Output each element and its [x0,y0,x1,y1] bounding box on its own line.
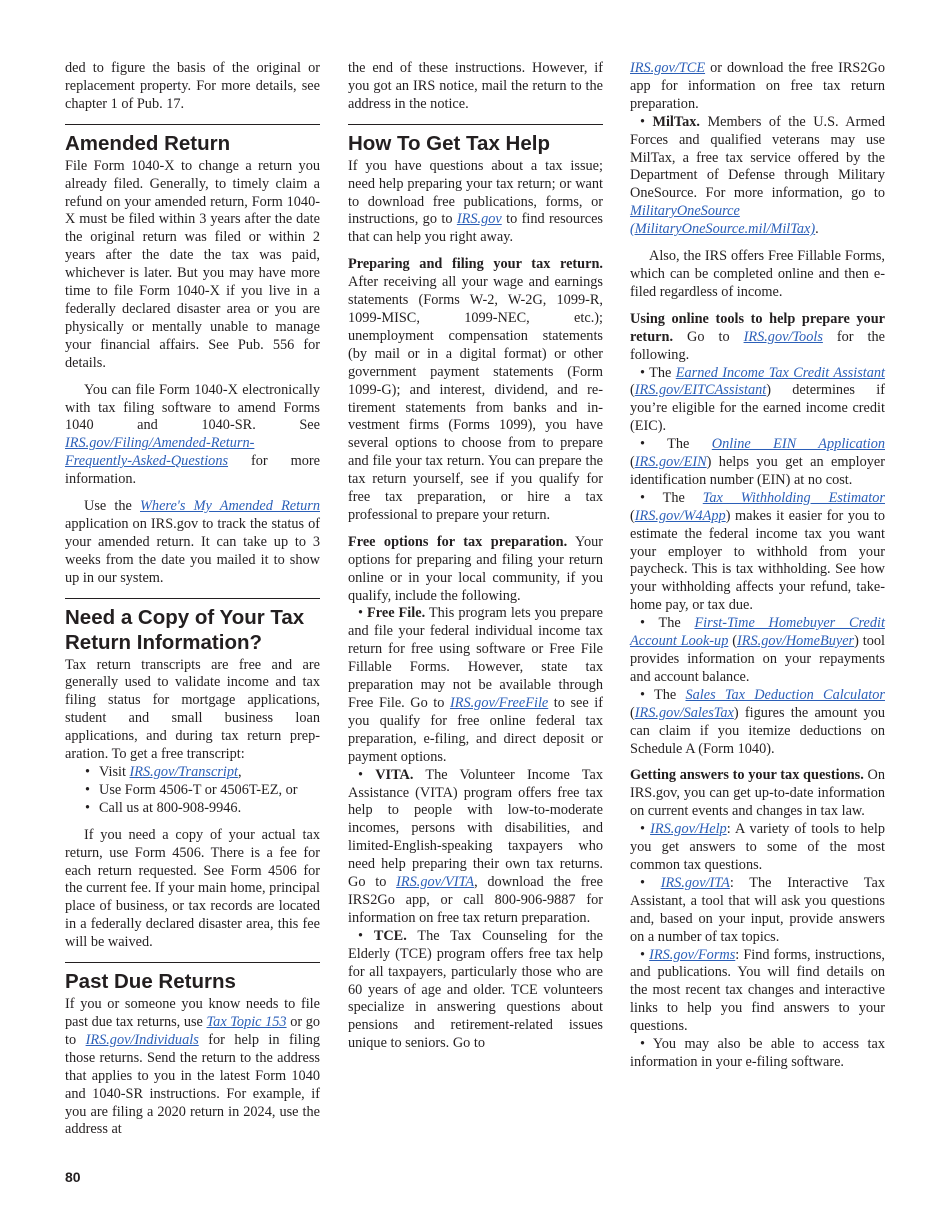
free-file-item: • Free File. This program lets you prepare and file your federal individual income tax return for free using software or Free File Fillable Forms. However, state tax preparation may not be available through Free File. Go to IRS.gov/FreeFile to see if you qualify for free online federal tax preparation, e-filing, and direct deposit or payment options. [348,605,604,765]
list-item: • Use Form 4506-T or 4506T-EZ, or [65,782,320,800]
link-sales-tax-calculator[interactable]: Sales Tax Deduction Calculator [685,686,885,703]
section-divider [65,962,320,963]
link-free-file[interactable]: IRS.gov/FreeFile [449,695,549,711]
column-left [65,60,320,1148]
column-right [630,60,885,1072]
miltax-item: • MilTax. Members of the U.S. Armed Forces and qualified veterans may use MilTax, a free tax service offered by the Department of Defense through Military OneSource. For more information, go to MilitaryOneSource (MilitaryOneSource.mil/MilTax). [630,113,885,238]
intro-paragraph: ded to figure the basis of the original or replacement property. For more details, see chapter 1 of Pub. 17. [65,60,320,112]
column-middle [348,60,603,1053]
link-irs-help[interactable]: IRS.gov/Help [650,821,727,838]
link-irs-tools[interactable]: IRS.gov/Tools [743,328,823,345]
forms-item: • IRS.gov/Forms: Find forms, instructions, and publications. You will find details on the most recent tax changes and interactive links to help you find answers to your questions. [630,946,885,1035]
heading-tax-help: How To Get Tax Help [348,131,550,155]
free-options-paragraph: Free options for tax preparation. Your options for preparing and filing your return online or in your local community, if you qualify, include the following. [348,533,604,604]
eitc-item: • The Earned Income Tax Credit Assistant (IRS.gov/EITCAssistant) determines if you’re eligible for the earned income credit (EIC). [630,364,885,435]
heading-past-due-returns: Past Due Returns [65,970,236,994]
link-eitc-assistant[interactable]: Earned Income Tax Credit Assistant [675,364,885,381]
answers-paragraph: Getting answers to your tax questions. On IRS.gov, you can get up-to-date information on current events and changes in tax law. [630,767,885,820]
section-divider [348,124,603,125]
link-ein-url[interactable]: IRS.gov/EIN [634,454,707,471]
help-item: • IRS.gov/Help: A variety of tools to help you get answers to some of the most common tax questions. [630,821,885,873]
link-homebuyer-url[interactable]: IRS.gov/HomeBuyer [737,633,855,650]
link-transcript[interactable]: IRS.gov/Transcript [129,764,238,780]
pastdue-paragraph: If you or someone you know needs to file past due tax returns, use Tax Topic 153 or go to IRS.gov/Individuals for help in filing those returns. Send the return to the address that applies to you in the latest Form 1040 and 1040-SR instructions. For example, if you are filing a 2020 return in 2024, use the address at [65,996,321,1138]
online-tools-paragraph: Using online tools to help prepare your return. Go to IRS.gov/Tools for the following. [630,310,885,363]
link-wheres-my-amended-return[interactable]: Where's My Amended Return [140,498,320,515]
section-divider [65,124,320,125]
link-w4app-url[interactable]: IRS.gov/W4App [634,507,726,524]
copy-paragraph-1: Tax return transcripts are free and are generally used to validate income and tax filing status for mortgage applications, student and small business loan applications, and during tax return preparation. To get a free transcript: [65,656,320,763]
link-homebuyer-lookup[interactable]: First-Time Homebuyer Credit Account Look-up [630,615,885,650]
homebuyer-item: • The First-Time Homebuyer Credit Account Look-up (IRS.gov/HomeBuyer) tool provides information on your repayments and account balance. [630,615,885,685]
salestax-item: • The Sales Tax Deduction Calculator (IRS.gov/SalesTax) figures the amount you can claim if you itemize deductions on Schedule A (Form 1040). [630,686,885,757]
ein-item: • The Online EIN Application (IRS.gov/EIN) helps you get an employer identification number (EIN) at no cost. [630,436,885,488]
heading-copy-of-return: Need a Copy of Your Tax Return Information? [65,605,305,654]
amended-paragraph-2: You can file Form 1040-X electronically with tax filing software to amend Forms 1040 and 1040-SR. See IRS.gov/Filing/Amended-Return-Frequently-Asked-Questions for more information. [65,381,320,488]
ita-item: • IRS.gov/ITA: The Interactive Tax Assistant, a tool that will ask you questions and, based on your input, provide answers on a number of tax topics. [630,874,885,945]
link-online-ein[interactable]: Online EIN Application [711,436,885,453]
link-withholding-estimator[interactable]: Tax Withholding Estimator [702,489,885,506]
preparing-paragraph: Preparing and filing your tax return. After receiving all your wage and earnings statements (Forms W-2, W-2G, 1099-R, 1099-MISC, 1099-NEC, etc.); unemployment compensation statements (by mail or in a digital format) or other government payment statements (Form 1099-G); and interest, dividend, and retirement statements from banks and investment firms (Forms 1099), you have several options to choose from to prepare and file your tax return. You can prepare the tax return yourself, see if you qualify for free tax preparation, or hire a tax professional to prepare your return. [348,256,603,523]
taxhelp-paragraph-1: If you have questions about a tax issue; need help preparing your tax return; or want to download free publications, forms, or instructions, go to IRS.gov to find resources that can help you right away. [348,157,603,246]
link-tax-topic-153[interactable]: Tax Topic 153 [206,1013,287,1030]
vita-item: • VITA. The Volunteer Income Tax Assistance (VITA) program offers free tax help to people with low-to-moderate incomes, persons with disabilities, and limited-English-speaking taxpayers who need help preparing their own tax returns. Go to IRS.gov/VITA, download the free IRS2Go app, or call 800-906-9887 for information on free tax return preparation. [348,766,603,926]
transcript-list [65,764,320,818]
link-military-onesource[interactable]: MilitaryOneSource (MilitaryOneSource.mil/MilTax) [630,203,816,238]
tce-item: • TCE. The Tax Counseling for the Elderly (TCE) program offers free tax help for all taxpayers, particularly those who are 60 years of age and older. TCE volunteers specialize in answering questions about pensions and retirement-related issues unique to seniors. Go to [348,927,603,1052]
link-tce[interactable]: IRS.gov/TCE [630,60,706,76]
list-item: • Visit IRS.gov/Transcript, [65,764,320,782]
list-item: • Call us at 800-908-9946. [65,800,320,818]
amended-paragraph-3: Use the Where's My Amended Return application on IRS.gov to track the status of your amended return. It can take up to 3 weeks from the date you mailed it to show up in our system. [65,498,320,586]
link-irs-individuals[interactable]: IRS.gov/Individuals [85,1031,199,1048]
withholding-item: • The Tax Withholding Estimator (IRS.gov/W4App) makes it easier for you to estimate the federal income tax you want your employer to withhold from your paycheck. This is tax withholding. See how your withholding affects your refund, take-home pay, or tax due. [630,489,885,614]
copy-paragraph-2: If you need a copy of your actual tax return, use Form 4506. There is a fee for each return requested. See Form 4506 for the current fee. If your main home, principal place of business, or tax records are located in a federally declared disaster area, this fee will be waived. [65,826,320,951]
link-eitc-assistant-url[interactable]: IRS.gov/EITCAssistant [634,382,767,399]
link-irs-ita[interactable]: IRS.gov/ITA [660,874,730,891]
efile-item: • You may also be able to access tax information in your e-filing software. [630,1036,885,1070]
heading-amended-return: Amended Return [65,131,231,155]
page-number: 80 [65,1169,81,1185]
tce-continued-paragraph: IRS.gov/TCE or download the free IRS2Go app for information on free tax return preparation. [630,60,885,112]
link-irs-forms[interactable]: IRS.gov/Forms [649,946,736,963]
link-irs-gov[interactable]: IRS.gov [456,211,502,228]
section-divider [65,598,320,599]
amended-paragraph-1: File Form 1040-X to change a return you already filed. Generally, to timely claim a refund on your amended return, Form 1040-X must be filed within 3 years after the date the original return was filed or within 2 years after the date the tax was paid, whichever is later. But you may have more time to file Form 1040-X if you live in a federally declared disaster area or you are physically or mentally unable to manage your financial affairs. See Pub. 556 for details. [65,157,320,371]
intro-paragraph: the end of these instructions. However, if you got an IRS notice, mail the return to the address in the notice. [348,60,603,112]
fillable-forms-paragraph: Also, the IRS offers Free Fillable Forms, which can be completed online and then e-filed regardless of income. [630,248,885,300]
link-vita[interactable]: IRS.gov/VITA [396,874,475,891]
link-amended-faq[interactable]: IRS.gov/Filing/Amended-Return-Frequently-Asked-Questions [65,435,255,470]
link-salestax-url[interactable]: IRS.gov/SalesTax [634,704,734,721]
